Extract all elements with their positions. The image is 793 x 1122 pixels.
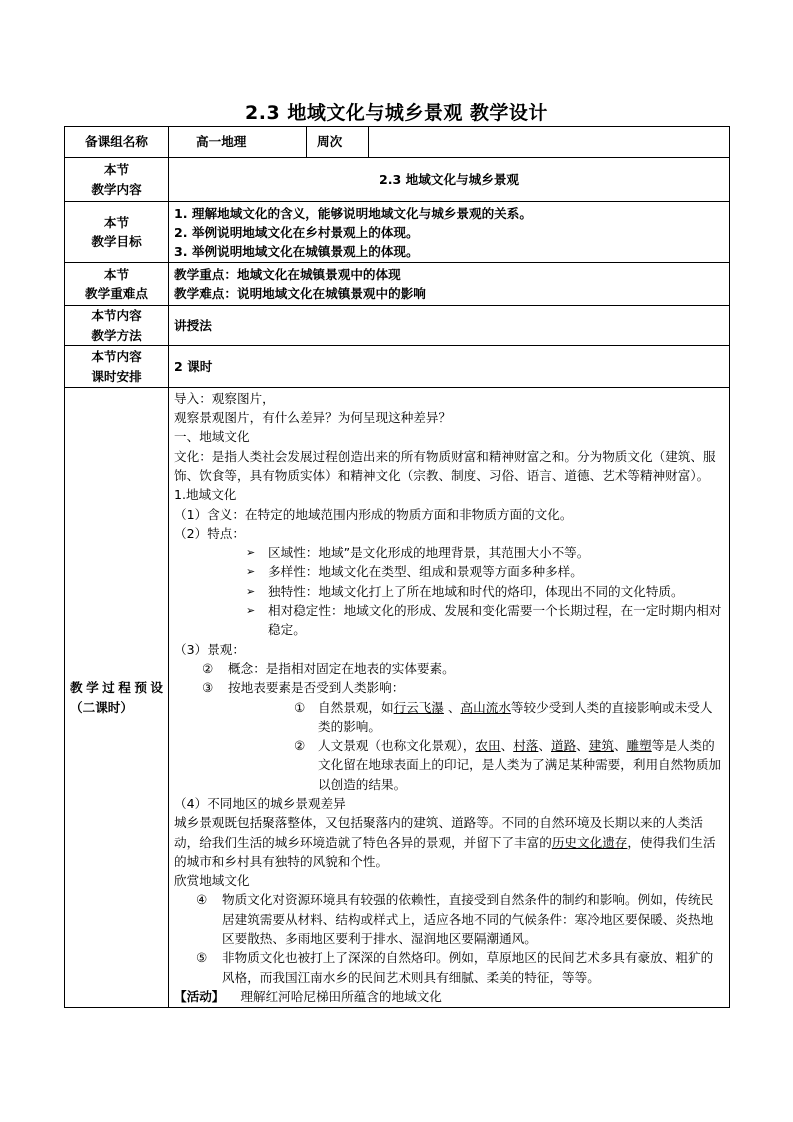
goals-row <box>65 202 730 263</box>
difference-heading: （4）不同地区的城乡景观差异 <box>174 795 346 811</box>
landscape-heading: （3）景观： <box>174 641 245 657</box>
keys-label-line1: 本节 <box>103 266 130 282</box>
text-run: 、 <box>538 738 551 754</box>
goals-label-line2: 教学目标 <box>91 234 142 249</box>
arrow-bullet-icon: ➢ <box>246 565 256 579</box>
text-run: 、 <box>443 699 461 715</box>
method-label-line2: 教学方法 <box>91 327 142 343</box>
feature-text: 区域性：地域”是文化形成的地理背景，其范围大小不等。 <box>268 545 590 561</box>
underlined-term: 道路 <box>550 738 577 754</box>
concept-item <box>174 659 724 678</box>
underlined-term: 村落 <box>513 738 539 754</box>
hours-label <box>65 346 169 388</box>
week-value <box>369 127 730 158</box>
text-run: 人文景观（也称文化景观）， <box>318 738 476 754</box>
text-run: 自然景观，如 <box>318 699 394 715</box>
subsection-heading: 1.地域文化 <box>174 487 237 503</box>
header-row <box>65 127 730 158</box>
material-culture-text: 物质文化对资源环境具有较强的依赖性，直接受到自然条件的制约和影响。例如，传统民居建筑需要从材料、结构或样式上，适应各地不同的气候条件：寒冷地区要保暖、炎热地区要散热、多雨地区要利于排水、湿润地区要隔潮通风。 <box>222 892 714 947</box>
group-label: 备课组名称 <box>65 127 169 158</box>
keys-value <box>169 263 730 306</box>
arrow-bullet-icon: ➢ <box>246 584 256 598</box>
intro-line: 观察景观图片，有什么差异？为何呈现这种差异？ <box>174 410 452 426</box>
natural-landscape-item <box>174 698 724 737</box>
nonmaterial-culture-item <box>174 948 724 987</box>
text-run: 等是人类的文化留在地球表面上的印记，是人类为了满足某种需要，利用自然物质加以创造的结果。 <box>318 738 721 792</box>
circled-number: ④ <box>196 892 208 908</box>
goals-label-line1: 本节 <box>103 214 130 230</box>
hours-value: 2 课时 <box>169 346 730 388</box>
goals-label <box>65 202 169 263</box>
intro-line: 导入：观察图片， <box>174 390 275 406</box>
content-value: 2.3 地域文化与城乡景观 <box>169 158 730 202</box>
lesson-plan-table <box>64 126 730 1008</box>
keys-label-line2: 教学重难点 <box>85 286 148 301</box>
text-run: 、 <box>500 738 514 754</box>
activity-line <box>174 987 724 1006</box>
appreciate-heading: 欣赏地域文化 <box>174 873 250 889</box>
keys-row <box>65 263 730 306</box>
underlined-term: 行云飞瀑 <box>393 699 444 715</box>
underlined-term: 农田 <box>475 738 501 754</box>
method-label <box>65 306 169 346</box>
group-value: 高一地理 <box>169 127 307 158</box>
circled-number: ② <box>294 738 306 754</box>
hours-row <box>65 346 730 388</box>
goal-item: 3. 举例说明地域文化在城镇景观上的体现。 <box>174 243 419 259</box>
text-run: 等较少受到人类的直接影响或未受人类的影响。 <box>318 699 713 734</box>
text-run: 、 <box>576 738 589 754</box>
text-run: 、 <box>613 738 627 754</box>
text-run: 城乡景观既包括聚落整体，又包括聚落内的建筑、道路等。不同的自然环境及长期以来的人类活动，给我们生活的城乡环境造就了特色各异的景观，并留下了丰富的 <box>174 815 703 850</box>
difference-paragraph <box>174 813 724 871</box>
process-row <box>65 388 730 1008</box>
hours-label-line2: 课时安排 <box>91 368 142 384</box>
feature-item <box>174 562 724 581</box>
feature-text: 多样性：地域文化在类型、组成和景观等方面多种多样。 <box>268 564 583 580</box>
feature-text: 独特性：地域文化打上了所在地域和时代的烙印，体现出不同的文化特质。 <box>268 583 684 599</box>
circled-number: ① <box>294 699 306 715</box>
page-title: 2.3 地域文化与城乡景观 教学设计 <box>245 102 548 124</box>
feature-text: 相对稳定性：地域文化的形成、发展和变化需要一个长期过程，在一定时期内相对稳定。 <box>268 603 722 638</box>
concept-text: 概念：是指相对固定在地表的实体要素。 <box>228 660 455 676</box>
method-label-line1: 本节内容 <box>91 308 142 324</box>
activity-tag: 【活动】 <box>174 988 225 1004</box>
circled-number: ② <box>202 660 214 676</box>
difficulty: 教学难点：说明地域文化在城镇景观中的影响 <box>174 286 426 301</box>
week-label: 周次 <box>307 127 369 158</box>
feature-item <box>174 543 724 562</box>
method-value: 讲授法 <box>169 306 730 346</box>
process-content <box>169 388 730 1008</box>
classify-text: 按地表要素是否受到人类影响： <box>228 680 405 696</box>
feature-item <box>174 601 724 640</box>
circled-number: ⑤ <box>196 950 208 966</box>
classify-item <box>174 678 724 697</box>
content-label <box>65 158 169 202</box>
material-culture-item <box>174 890 724 948</box>
circled-number: ③ <box>202 680 214 696</box>
arrow-bullet-icon: ➢ <box>246 604 256 618</box>
goal-item: 1. 理解地域文化的含义，能够说明地域文化与城乡景观的关系。 <box>174 205 532 221</box>
text-run: ，使得我们生活的城市和乡村具有独特的风貌和个性。 <box>174 834 716 869</box>
meaning-line: （1）含义：在特定的地域范围内形成的物质方面和非物质方面的文化。 <box>174 506 573 522</box>
arrow-bullet-icon: ➢ <box>246 546 256 560</box>
features-heading: （2）特点： <box>174 525 245 541</box>
content-row <box>65 158 730 202</box>
human-landscape-item <box>174 736 724 794</box>
section-heading: 一、地域文化 <box>174 429 250 445</box>
keys-label <box>65 263 169 306</box>
goals-list <box>169 202 730 263</box>
culture-definition: 文化：是指人类社会发展过程创造出来的所有物质财富和精神财富之和。分为物质文化（建筑、服饰、饮食等，具有物质实体）和精神文化（宗教、制度、习俗、语言、道德、艺术等精神财富）。 <box>174 448 716 483</box>
hours-label-line1: 本节内容 <box>91 349 142 365</box>
content-label-line2: 教学内容 <box>91 181 142 197</box>
nonmaterial-culture-text: 非物质文化也被打上了深深的自然烙印。例如，草原地区的民间艺术多具有豪放、粗犷的风格，而我国江南水乡的民间艺术则具有细腻、柔美的特征，等等。 <box>222 950 714 985</box>
process-label: 教学过程预设（二课时） <box>65 388 169 1008</box>
feature-item <box>174 582 724 601</box>
underlined-term: 雕塑 <box>626 738 652 754</box>
underlined-term: 高山流水 <box>460 699 511 715</box>
underlined-term: 历史文化遗存 <box>551 834 628 850</box>
natural-landscape-text <box>318 698 724 737</box>
human-landscape-text <box>318 736 724 794</box>
content-label-line1: 本节 <box>103 162 130 178</box>
underlined-term: 建筑 <box>588 738 614 754</box>
method-row <box>65 306 730 346</box>
activity-text: 理解红河哈尼梯田所蕴含的地域文化 <box>240 988 442 1004</box>
goal-item: 2. 举例说明地域文化在乡村景观上的体现。 <box>174 224 419 240</box>
key-point: 教学重点：地域文化在城镇景观中的体现 <box>174 266 401 282</box>
